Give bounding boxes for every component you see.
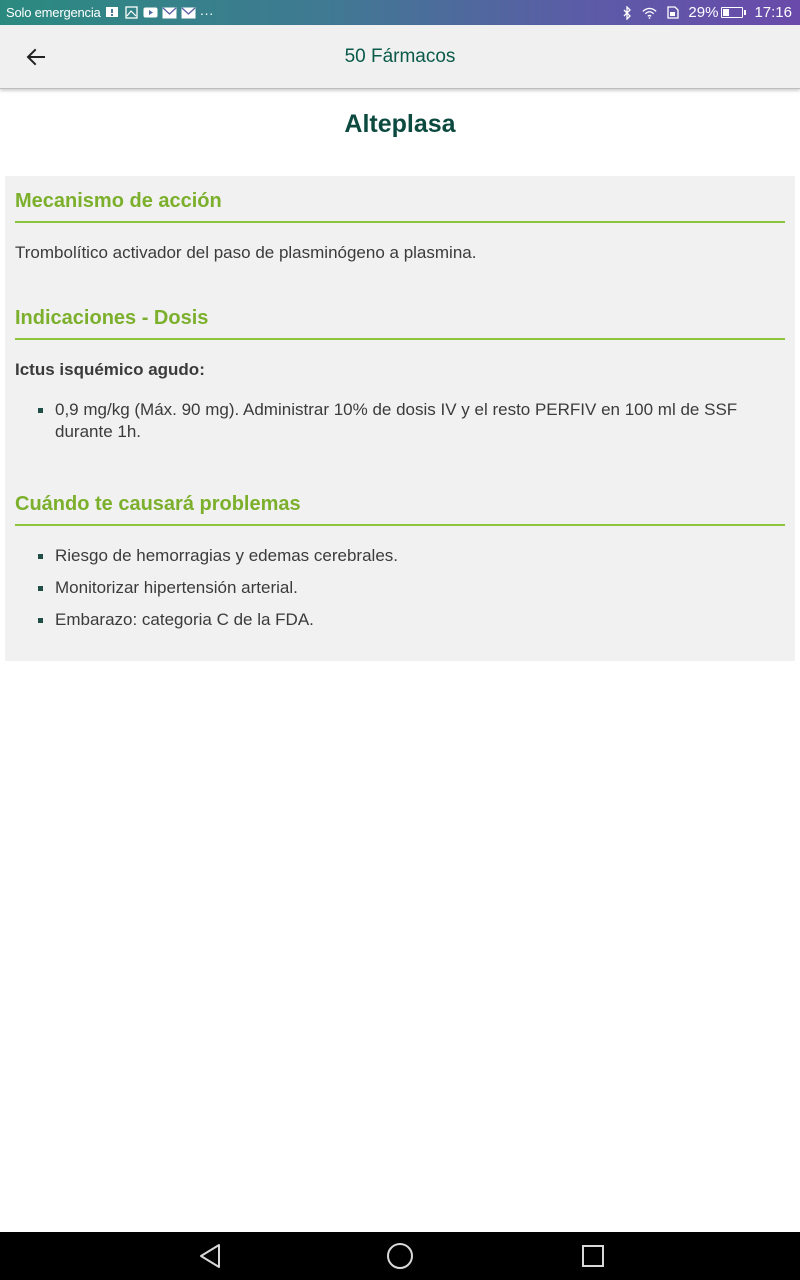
mail-icon (162, 6, 177, 19)
status-bar (0, 0, 800, 25)
problems-section (15, 493, 785, 631)
problems-list (15, 545, 785, 631)
circle-home-icon (386, 1242, 414, 1270)
youtube-icon (143, 6, 158, 19)
battery-icon (688, 4, 746, 21)
battery-body (721, 7, 743, 18)
carrier-text: Solo emergencia (6, 5, 101, 20)
status-right (619, 4, 792, 21)
battery-fill (723, 9, 729, 16)
nav-home-button[interactable] (384, 1240, 416, 1272)
alert-icon (105, 6, 120, 19)
bluetooth-icon (619, 6, 634, 19)
nav-back-button[interactable] (194, 1240, 226, 1272)
mechanism-heading: Mecanismo de acción (15, 190, 785, 223)
list-item: Embarazo: categoria C de la FDA. (15, 609, 785, 631)
indication-subtitle: Ictus isquémico agudo: (15, 360, 205, 379)
indications-section (15, 307, 785, 443)
image-icon (124, 6, 139, 19)
dosis-list (15, 399, 785, 443)
app-bar (0, 25, 800, 89)
indications-heading: Indicaciones - Dosis (15, 307, 785, 340)
back-button[interactable] (16, 37, 56, 77)
mechanism-section (15, 190, 785, 264)
more-notifications-icon: ··· (199, 4, 214, 21)
navigation-bar (0, 1232, 800, 1280)
square-recents-icon (581, 1244, 605, 1268)
mechanism-text: Trombolítico activador del paso de plasminógeno a plasmina. (15, 243, 477, 262)
arrow-back-icon (26, 48, 46, 66)
battery-text: 29% (688, 4, 719, 21)
battery-tip (744, 10, 746, 15)
drug-info-card (5, 176, 795, 661)
drug-title: Alteplasa (344, 110, 456, 138)
clock: 17:16 (754, 4, 792, 21)
nav-recents-button[interactable] (577, 1240, 609, 1272)
wifi-icon (642, 6, 657, 19)
list-item: Riesgo de hemorragias y edemas cerebrales. (15, 545, 785, 567)
triangle-back-icon (198, 1243, 222, 1269)
status-left (6, 5, 214, 21)
list-item: Monitorizar hipertensión arterial. (15, 577, 785, 599)
sim-icon (665, 6, 680, 19)
app-title: 50 Fármacos (344, 45, 456, 67)
problems-heading: Cuándo te causará problemas (15, 493, 785, 526)
mail-icon (181, 6, 196, 19)
list-item: 0,9 mg/kg (Máx. 90 mg). Administrar 10% de dosis IV y el resto PERFIV en 100 ml de SSF durante 1h. (15, 399, 785, 443)
